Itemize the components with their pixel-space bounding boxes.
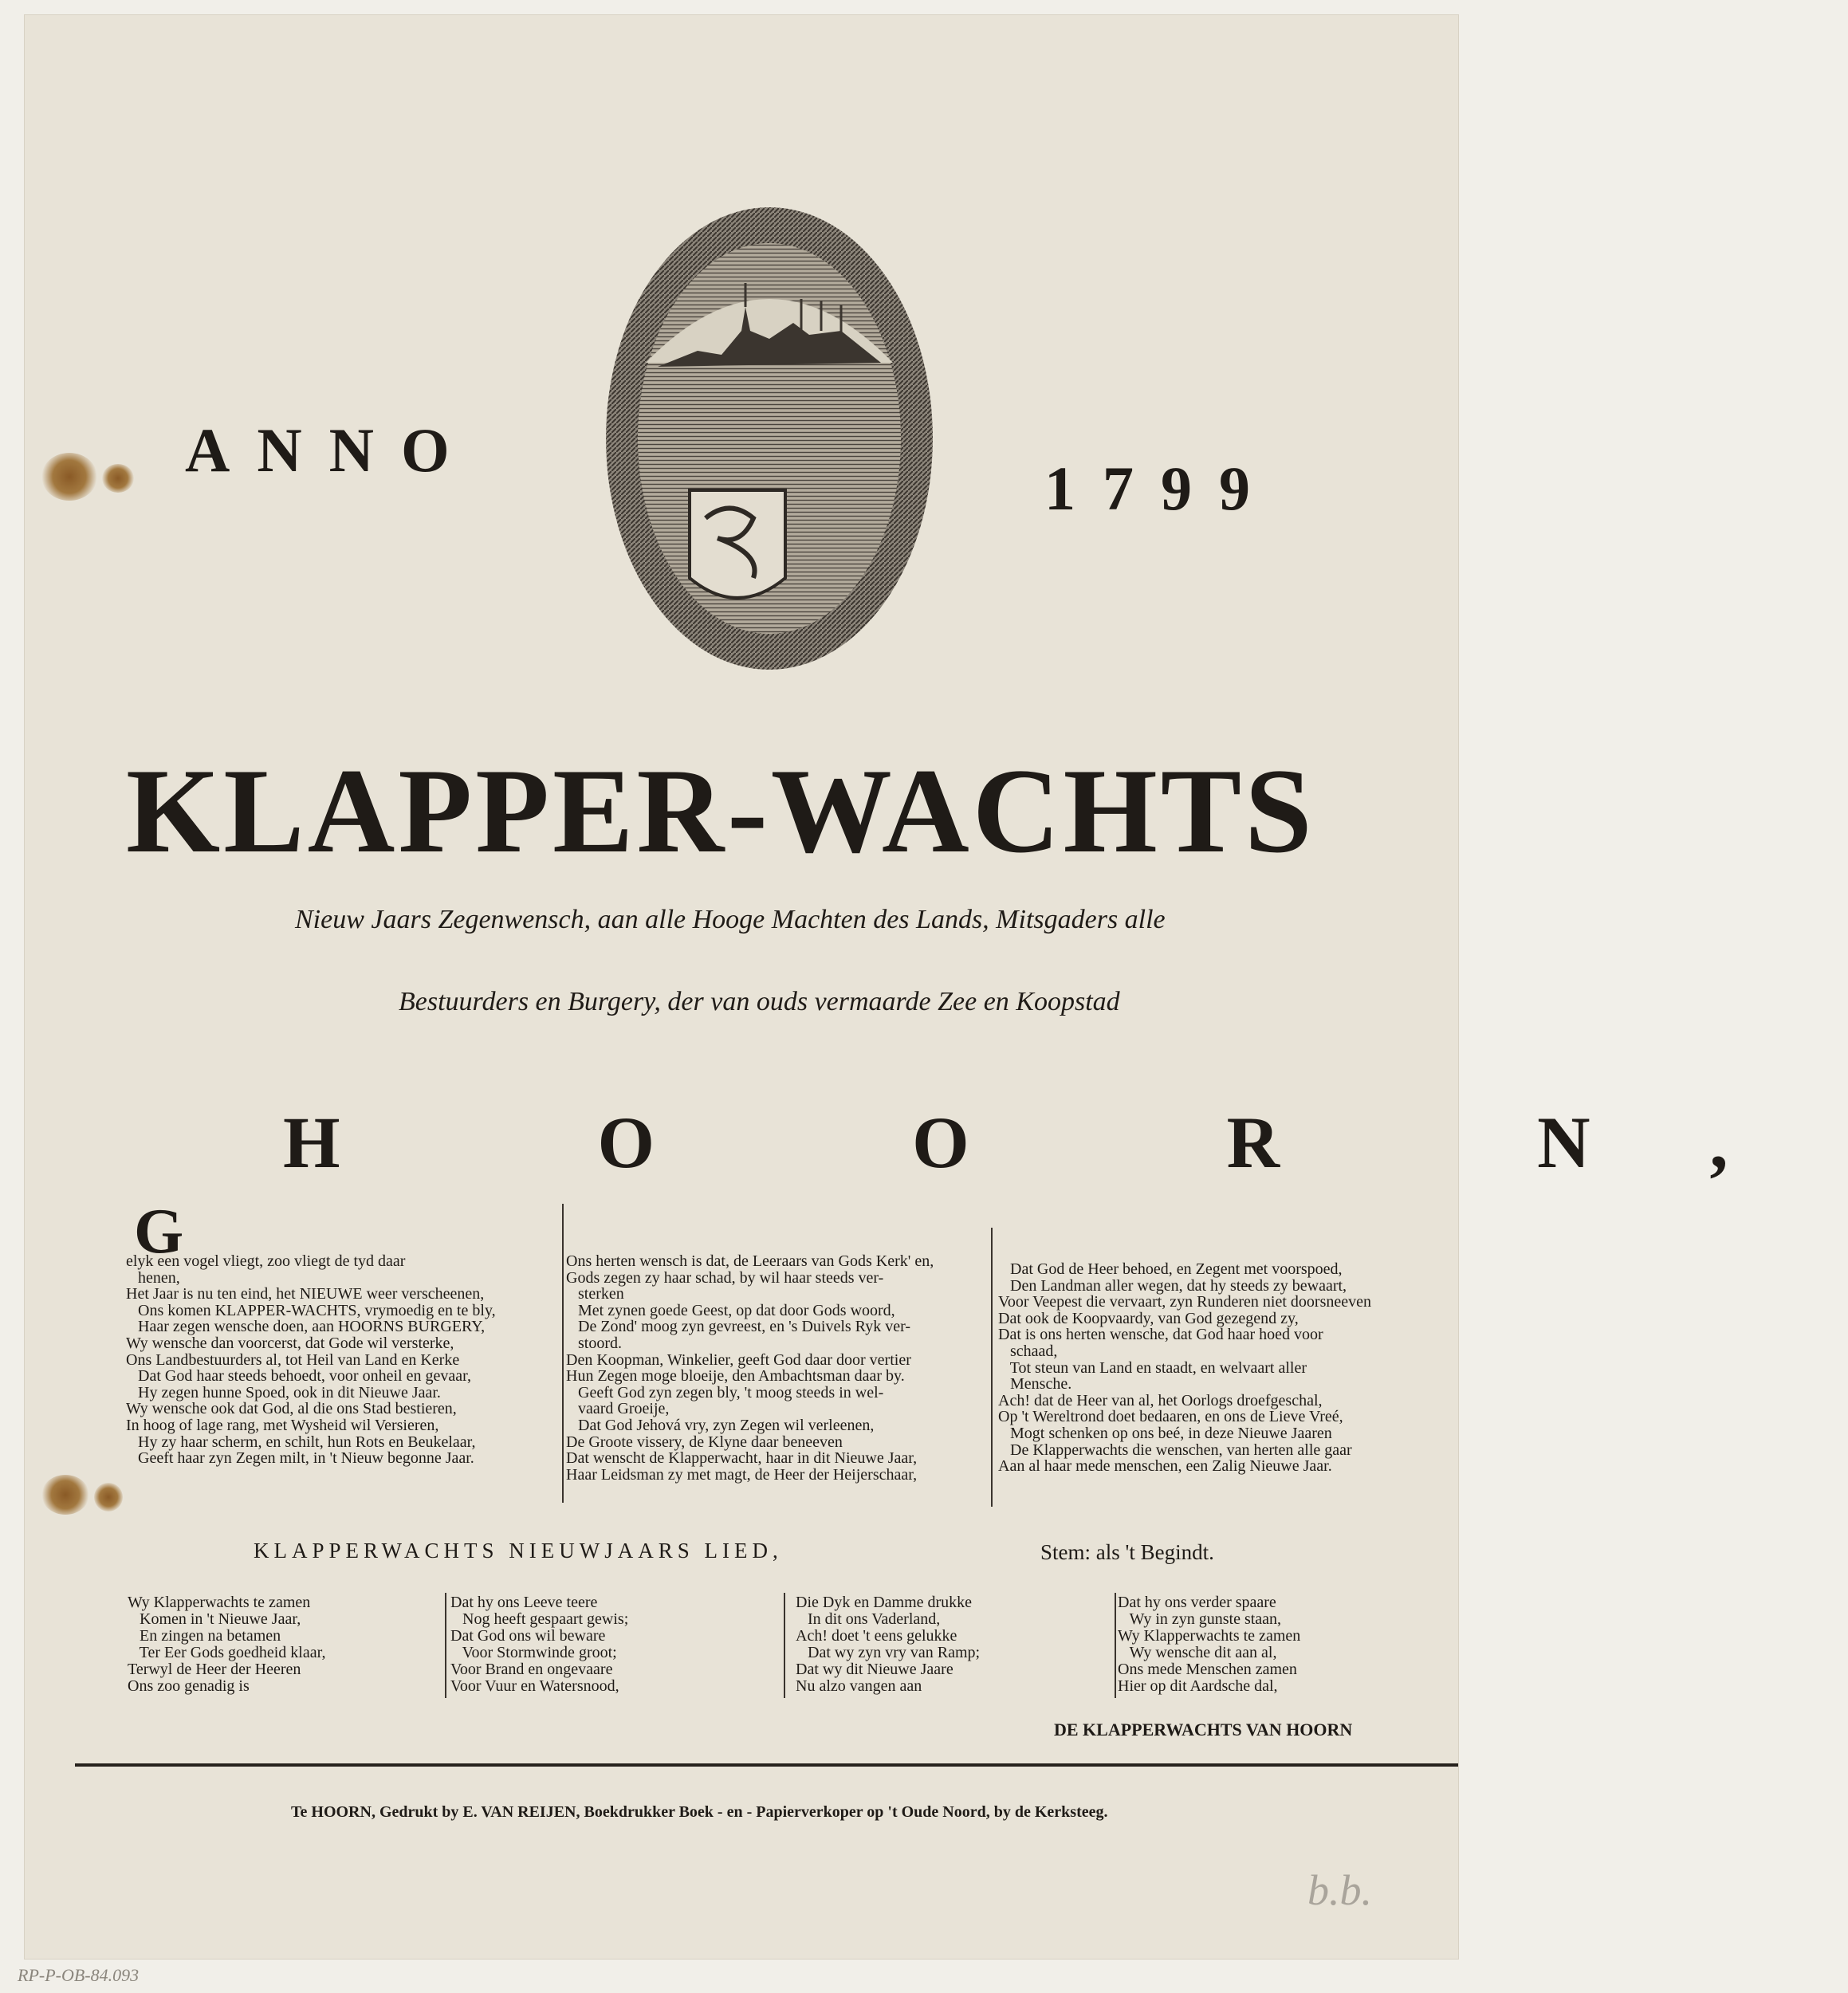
stanza-divider [784,1593,785,1698]
signature: DE KLAPPERWACHTS VAN HOORN [1054,1720,1353,1739]
subtitle-line-1: Nieuw Jaars Zegenwensch, aan alle Hooge Machten des Lands, Mitsgaders alle [295,905,1166,934]
stain [94,1483,123,1511]
stain [102,464,134,493]
drop-cap: G [134,1197,184,1267]
song-stanza-4: Dat hy ons verder spaare Wy in zyn gunste staan, Wy Klapperwachts te zamen Wy wensche dit aan al, Ons mede Menschen zamen Hier op dit Aardsche dal, [1118,1594,1301,1695]
song-heading: KLAPPERWACHTS NIEUWJAARS LIED, [254,1539,783,1563]
pencil-mark: b.b. [1307,1866,1372,1914]
song-tune: Stem: als 't Begindt. [1040,1540,1214,1564]
song-stanza-1: Wy Klapperwachts te zamen Komen in 't Nieuwe Jaar, En zingen na betamen Ter Eer Gods goedheid klaar, Terwyl de Heer der Heeren Ons zoo genadig is [128,1594,326,1695]
song-stanza-2: Dat hy ons Leeve teere Nog heeft gespaart gewis; Dat God ons wil beware Voor Stormwinde groot; Voor Brand en ongevaare Voor Vuur en Watersnood, [450,1594,629,1695]
woodcut-vignette [602,203,937,674]
column-divider [991,1228,993,1507]
stain [41,1475,89,1515]
imprint-line: Te HOORN, Gedrukt by E. VAN REIJEN, Boekdrukker Boek - en - Papierverkoper op 't Oude Noord, by de Kerksteeg. [291,1803,1108,1821]
song-stanza-3: Die Dyk en Damme drukke In dit ons Vaderland, Ach! doet 't eens gelukke Dat wy zyn vry van Ramp; Dat wy dit Nieuwe Jaare Nu alzo vangen aan [796,1594,981,1695]
verse-column-1: elyk een vogel vliegt, zoo vliegt de tyd daar henen, Het Jaar is nu ten eind, het NIEUWE weer verscheenen, Ons komen KLAPPER-WACHTS, vrymoedig en te bly, Haar zegen wensche doen, aan HOORNS BURGERY, Wy wensche dan voorcerst, dat Gode wil versterke, Ons Landbestuurders al, tot Heil van Land en Kerke Dat God haar steeds behoedt, voor onheil en gevaar, Hy zegen hunne Spoed, ook in dit Nieuwe Jaar. Wy wensche ook dat God, al die ons Stad bestieren, In hoog of lage rang, met Wysheid wil Versieren, Hy zy haar scherm, en schilt, hun Rots en Beukelaar, Geeft haar zyn Zegen milt, in 't Nieuw begonne Jaar. [126,1252,496,1468]
verse-column-2: Ons herten wensch is dat, de Leeraars van Gods Kerk' en, Gods zegen zy haar schad, by wil haar steeds ver- sterken Met zynen goede Geest, op dat door Gods woord, De Zond' moog zyn gevreest, en 's Duivels Ryk ver- stoord. Den Koopman, Winkelier, geeft God daar door vertier Hun Zegen moge bloeije, den Ambachtsman daar by. Geeft God zyn zegen bly, 't moog steeds in wel- vaard Groeije, Dat God Jehová vry, zyn Zegen wil verleenen, De Groote vissery, de Klyne daar beneeven Dat wenscht de Klapperwacht, haar in dit Nieuwe Jaar, Haar Leidsman zy met magt, de Heer der Heijerschaar, [566,1252,934,1484]
horizontal-rule [75,1763,1458,1767]
stain [41,453,97,501]
inventory-number: RP-P-OB-84.093 [18,1965,140,1985]
column-divider [562,1204,564,1503]
city-name: H O O R N, [283,1102,1848,1183]
verse-column-3: Dat God de Heer behoed, en Zegent met voorspoed, Den Landman aller wegen, dat hy steeds zy bewaart, Voor Veepest die vervaart, zyn Runderen niet doorsneeven Dat ook de Koopvaardy, van God gezegend zy, Dat is ons herten wensche, dat God haar hoed voor schaad, Tot steun van Land en staadt, en welvaart aller Mensche. Ach! dat de Heer van al, het Oorlogs droefgeschal, Op 't Wereltrond doet bedaaren, en ons de Lieve Vreé, Mogt schenken op ons beé, in deze Nieuwe Jaaren De Klapperwachts die wenschen, van herten alle gaar Aan al haar mede menschen, een Zalig Nieuwe Jaar. [998,1260,1371,1476]
main-title: KLAPPER-WACHTS [126,744,1315,878]
stanza-divider [1115,1593,1116,1698]
year-label: 1799 [1044,454,1277,523]
stanza-divider [445,1593,446,1698]
subtitle-line-2: Bestuurders en Burgery, der van ouds vermaarde Zee en Koopstad [399,987,1120,1016]
anno-label: ANNO [185,415,477,485]
